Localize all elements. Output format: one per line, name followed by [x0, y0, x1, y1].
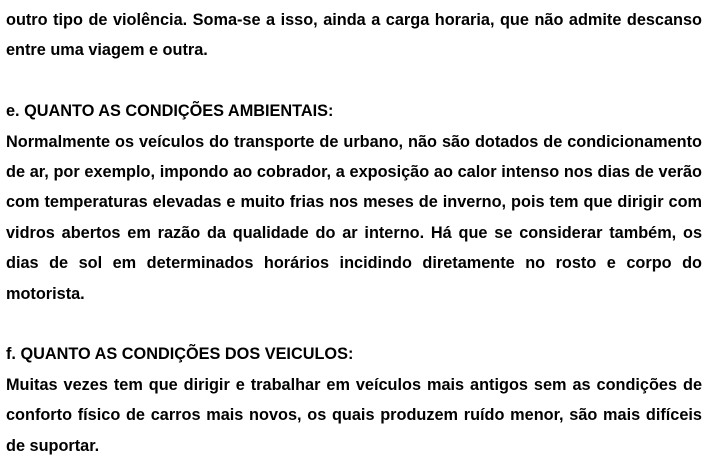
section-f-heading: f. QUANTO AS CONDIÇÕES DOS VEICULOS: — [6, 345, 354, 364]
document-page — [6, 5, 702, 461]
section-e-heading: e. QUANTO AS CONDIÇÕES AMBIENTAIS: — [6, 102, 334, 121]
section-e-body: Normalmente os veículos do transporte de urbano, não são dotados de condicionamento de ar, por exemplo, impondo ao cobrador, a exposição ao calor intenso nos dias de verão com temperaturas elevadas e muito frias nos meses de inverno, pois tem que dirigir com vidros abertos em razão da qualidade do ar interno. Há que se considerar também, os dias de sol em determinados horários incidindo diretamente no rosto e corpo do motorista. — [6, 132, 702, 303]
intro-paragraph: outro tipo de violência. Soma-se a isso, ainda a carga horaria, que não admite descanso entre uma viagem e outra. — [6, 11, 702, 60]
paragraph-spacer — [6, 309, 702, 339]
paragraph-spacer — [6, 66, 702, 96]
section-f-body: Muitas vezes tem que dirigir e trabalhar em veículos mais antigos sem as condições de conforto físico de carros mais novos, os quais produzem ruído menor, são mais difíceis de suportar. — [6, 375, 702, 455]
